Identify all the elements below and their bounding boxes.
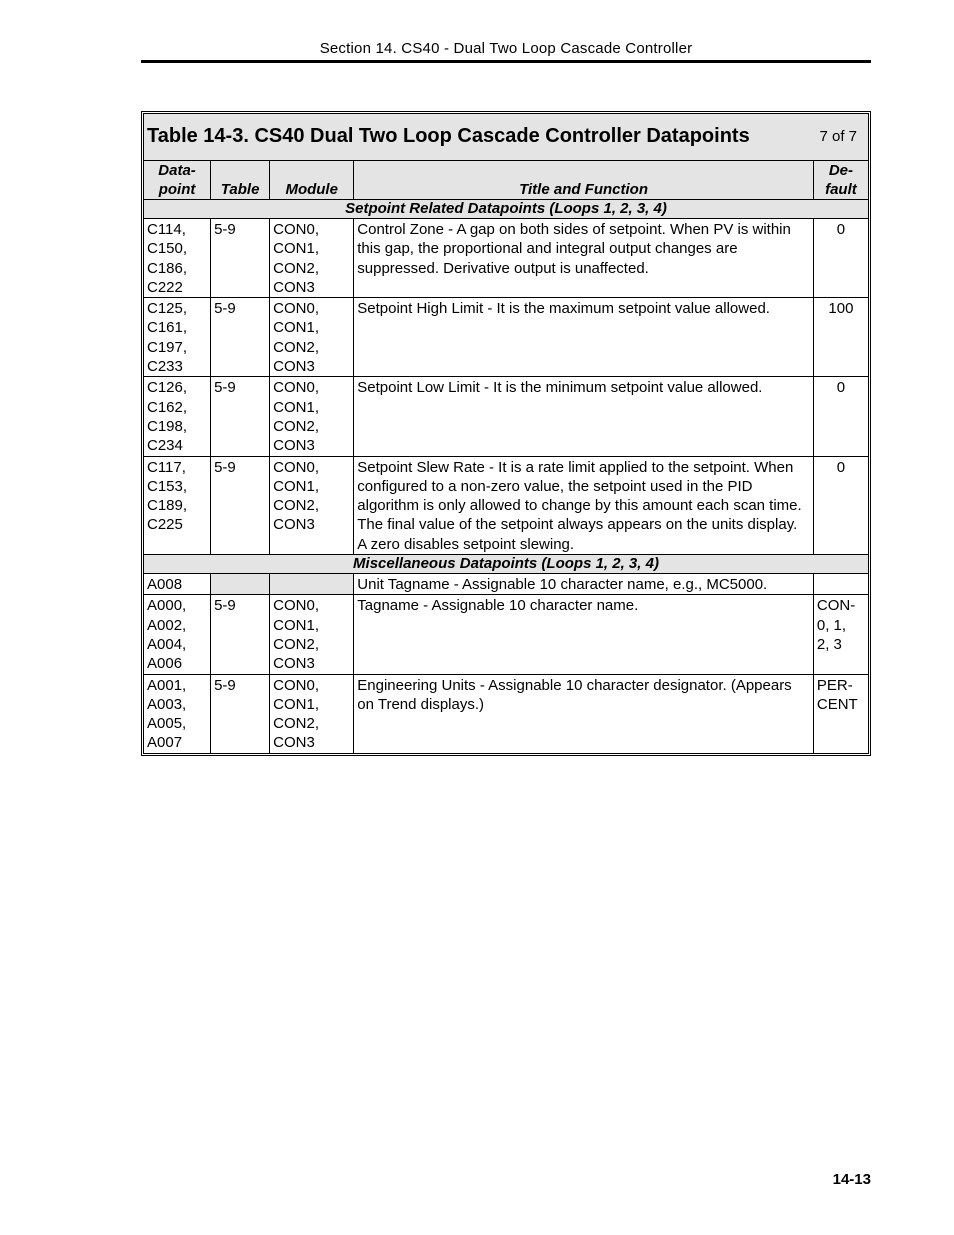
table-ref-cell: 5-9 [211,377,270,456]
table-row [144,595,869,674]
table-page-indicator: 7 of 7 [819,128,857,146]
table-ref-cell [211,574,270,595]
default-cell: PER- CENT [813,674,868,753]
table-ref-cell: 5-9 [211,456,270,554]
module-cell [270,574,354,595]
col-header-module: Module [270,161,354,200]
description-cell: Setpoint Low Limit - It is the minimum setpoint value allowed. [354,377,814,456]
default-cell: CON- 0, 1, 2, 3 [813,595,868,674]
table-ref-cell: 5-9 [211,674,270,753]
page-number: 14-13 [832,1171,871,1188]
table-row [144,674,869,753]
table-ref-cell: 5-9 [211,298,270,377]
datapoint-cell: C125, C161, C197, C233 [144,298,211,377]
description-cell: Control Zone - A gap on both sides of setpoint. When PV is within this gap, the proportional and integral output changes are suppressed. Derivative output is unaffected. [354,219,814,298]
default-cell: 100 [813,298,868,377]
table-row [144,298,869,377]
section-heading: Setpoint Related Datapoints (Loops 1, 2, 3, 4) [144,200,869,219]
description-cell: Setpoint High Limit - It is the maximum setpoint value allowed. [354,298,814,377]
module-cell: CON0, CON1, CON2, CON3 [270,595,354,674]
module-cell: CON0, CON1, CON2, CON3 [270,219,354,298]
datapoint-cell: C117, C153, C189, C225 [144,456,211,554]
description-cell: Engineering Units - Assignable 10 character designator. (Appears on Trend displays.) [354,674,814,753]
datapoint-cell: C114, C150, C186, C222 [144,219,211,298]
default-cell: 0 [813,377,868,456]
col-header-datapoint: Data- point [144,161,211,200]
table-row [144,219,869,298]
default-cell: 0 [813,456,868,554]
datapoints-table [141,111,871,756]
table-ref-cell: 5-9 [211,219,270,298]
table-row [144,377,869,456]
module-cell: CON0, CON1, CON2, CON3 [270,456,354,554]
col-header-title-function: Title and Function [354,161,814,200]
section-heading: Miscellaneous Datapoints (Loops 1, 2, 3, 4) [144,555,869,574]
col-header-default: De- fault [813,161,868,200]
datapoint-cell: A000, A002, A004, A006 [144,595,211,674]
module-cell: CON0, CON1, CON2, CON3 [270,674,354,753]
section-heading-row [144,555,869,574]
header-rule [141,60,871,63]
table-row [144,456,869,554]
module-cell: CON0, CON1, CON2, CON3 [270,298,354,377]
datapoint-cell: A001, A003, A005, A007 [144,674,211,753]
description-cell: Setpoint Slew Rate - It is a rate limit applied to the setpoint. When configured to a non-zero value, the setpoint used in the PID algorithm is only allowed to change by this amount each scan time. The final value of the setpoint always appears on the units display. A zero disables setpoint slewing. [354,456,814,554]
table-title: Table 14-3. CS40 Dual Two Loop Cascade Controller Datapoints [147,125,750,148]
module-cell: CON0, CON1, CON2, CON3 [270,377,354,456]
section-heading-row [144,200,869,219]
table-row [144,574,869,595]
running-head: Section 14. CS40 - Dual Two Loop Cascade Controller [319,40,693,57]
description-cell: Unit Tagname - Assignable 10 character name, e.g., MC5000. [354,574,814,595]
datapoint-cell: C126, C162, C198, C234 [144,377,211,456]
default-cell [813,574,868,595]
col-header-table: Table [211,161,270,200]
default-cell: 0 [813,219,868,298]
description-cell: Tagname - Assignable 10 character name. [354,595,814,674]
table-ref-cell: 5-9 [211,595,270,674]
column-header-row [144,161,869,200]
table-title-row [144,114,869,161]
datapoint-cell: A008 [144,574,211,595]
